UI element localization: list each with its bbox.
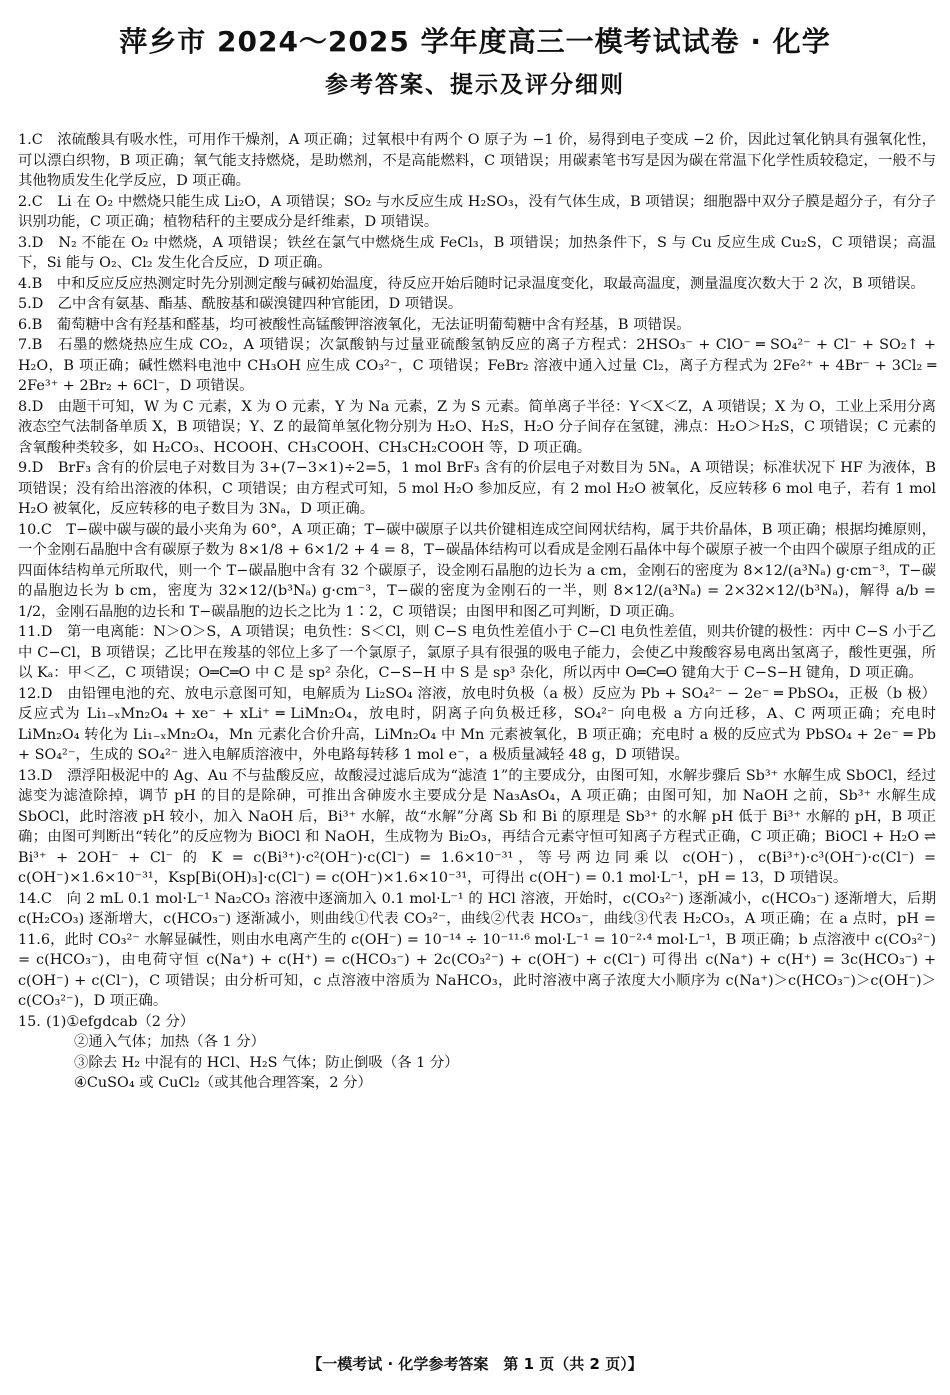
answer-item-9: 9.D BrF₃ 含有的价层电子对数目为 3+(7−3×1)÷2=5，1 mol BrF₃ 含有的价层电子对数目为 5Nₐ，A 项错误；标准状况下 HF 为液体，B 项错误；没有给出溶液的体积，C 项错误；由方程式可知，5 mol H₂O 参加反应，有 2 mol H₂O 被氧化，反应转移 6 mol 电子，若有 1 mol H₂O 被氧化，反应转移的电子数目为 3Nₐ，D 项正确。 <box>18 460 936 517</box>
answer-item-4: 4.B 中和反应反应热测定时先分别测定酸与碱初始温度，待反应开始后随时记录温度变化，取最高温度，测量温度次数大于 2 次，B 项错误。 <box>18 275 925 292</box>
answer-item-1: 1.C 浓硫酸具有吸水性，可用作干燥剂，A 项正确；过氧根中有两个 O 原子为 −1 价，易得到电子变成 −2 价，因此过氧化钠具有强氧化性，可以漂白织物，B 项正确；氧气能支持燃烧，是助燃剂，不是高能燃料，C 项错误；用碳素笔书写是因为碳在常温下化学性质较稳定，一般不与其他物质发生化学反应，D 项正确。 <box>18 132 936 189</box>
answer-item-6: 6.B 葡萄糖中含有羟基和醛基，均可被酸性高锰酸钾溶液氧化，无法证明葡萄糖中含有羟基，B 项错误。 <box>18 316 691 333</box>
page-subtitle: 参考答案、提示及评分细则 <box>325 72 625 98</box>
answer-list <box>18 130 936 1094</box>
answer-item-14: 14.C 向 2 mL 0.1 mol·L⁻¹ Na₂CO₃ 溶液中逐滴加入 0.1 mol·L⁻¹ 的 HCl 溶液，开始时，c(CO₃²⁻) 逐渐减小，c(HCO₃⁻) 逐渐增大，后期 c(H₂CO₃) 逐渐增大，c(HCO₃⁻) 逐渐减小，则曲线①代表 CO₃²⁻，曲线②代表 HCO₃⁻，曲线③代表 H₂CO₃，A 项正确；在 a 点时，pH = 11.6，此时 CO₃²⁻ 水解显碱性，则由水电离产生的 c(OH⁻) = 10⁻¹⁴ ÷ 10⁻¹¹·⁶ mol·L⁻¹ = 10⁻²·⁴ mol·L⁻¹，B 项正确；b 点溶液中 c(CO₃²⁻) = c(HCO₃⁻)，由电荷守恒 c(Na⁺) + c(H⁺) = c(HCO₃⁻) + 2c(CO₃²⁻) + c(OH⁻) + c(Cl⁻) 可得出 c(Na⁺) + c(H⁺) = 3c(HCO₃⁻) + c(OH⁻) + c(Cl⁻)，C 项错误；由分析可知，c 点溶液中溶质为 NaHCO₃，此时溶液中离子浓度大小顺序为 c(Na⁺)＞c(HCO₃⁻)＞c(OH⁻)＞c(CO₃²⁻)，D 项正确。 <box>18 890 936 1009</box>
page-title: 萍乡市 2024～2025 学年度高三一模考试试卷 · 化学 <box>119 25 831 58</box>
answer-item-15-part-3: ③除去 H₂ 中混有的 HCl、H₂S 气体；防止倒吸（各 1 分） <box>74 1054 459 1071</box>
answer-item-15-label: 15. <box>18 1013 41 1030</box>
answer-item-2: 2.C Li 在 O₂ 中燃烧只能生成 Li₂O，A 项错误；SO₂ 与水反应生成 H₂SO₃，没有气体生成，B 项错误；细胞器中双分子膜是超分子，有分子识别功能，C 项正确；植物秸秆的主要成分是纤维素，D 项错误。 <box>18 193 936 230</box>
answer-item-11: 11.D 第一电离能：N＞O＞S，A 项错误；电负性：S＜Cl，则 C−S 电负性差值小于 C−Cl 电负性差值，则共价键的极性：丙中 C−S 小于乙中 C−Cl，B 项错误；乙比甲在羧基的邻位上多了一个氯原子，氯原子具有很强的吸电子能力，会使乙中羧酸容易电离出氢离子，酸性更强，所以 Kₐ：甲＜乙，C 项错误；O═C═O 中 C 是 sp² 杂化，C−S−H 中 S 是 sp³ 杂化，所以丙中 O═C═O 键角大于 C−S−H 键角，D 项正确。 <box>18 624 936 681</box>
answer-item-10: 10.C T−碳中碳与碳的最小夹角为 60°，A 项正确；T−碳中碳原子以共价键相连成空间网状结构，属于共价晶体，B 项正确；根据均摊原则，一个金刚石晶胞中含有碳原子数为 8×1/8 + 6×1/2 + 4 = 8，T−碳晶体结构可以看成是金刚石晶体中每个碳原子被一个由四个碳原子组成的正四面体结构单元所取代，则一个 T−碳晶胞中含有 32 个碳原子，设金刚石晶胞的边长为 a cm，金刚石的密度为 8×12/(a³Nₐ) g·cm⁻³，T−碳的晶胞边长为 b cm，密度为 32×12/(b³Nₐ) g·cm⁻³，T−碳的密度为金刚石的一半，则 8×12/(a³Nₐ) = 2×32×12/(b³Nₐ)，解得 a/b = 1/2，金刚石晶胞的边长和 T−碳晶胞的边长之比为 1∶2，C 项错误；由图甲和图乙可判断，D 项正确。 <box>18 521 936 620</box>
answer-item-15-part-1: (1)①efgdcab（2 分） <box>46 1013 195 1030</box>
answer-item-5: 5.D 乙中含有氨基、酯基、酰胺基和碳溴键四种官能团，D 项错误。 <box>18 296 463 312</box>
answer-item-15-part-2: ②通入气体；加热（各 1 分） <box>74 1034 265 1050</box>
page-footer: 【一模考试 · 化学参考答案 第 1 页（共 2 页）】 <box>307 1355 643 1373</box>
answer-item-8: 8.D 由题干可知，W 为 C 元素，X 为 O 元素，Y 为 Na 元素，Z 为 S 元素。简单离子半径：Y＜X＜Z，A 项错误；X 为 O，工业上采用分离液态空气法制备单质 X，B 项错误；Y、Z 的最简单氢化物分别为 H₂O、H₂S，H₂O 分子间存在氢键，沸点：H₂O＞H₂S，C 项错误；C 元素的含氧酸种类较多，如 H₂CO₃、HCOOH、CH₃COOH、CH₃CH₂COOH 等，D 项正确。 <box>18 398 936 456</box>
answer-item-7: 7.B 石墨的燃烧热应生成 CO₂，A 项错误；次氯酸钠与过量亚硫酸氢钠反应的离子方程式：2HSO₃⁻ + ClO⁻ ═ SO₄²⁻ + Cl⁻ + SO₂↑ + H₂O，B 项正确；碱性燃料电池中 CH₃OH 应生成 CO₃²⁻，C 项错误；FeBr₂ 溶液中通入过量 Cl₂，离子方程式为 2Fe²⁺ + 4Br⁻ + 3Cl₂ ═ 2Fe³⁺ + 2Br₂ + 6Cl⁻，D 项错误。 <box>18 337 936 394</box>
answer-item-12: 12.D 由铅锂电池的充、放电示意图可知，电解质为 Li₂SO₄ 溶液，放电时负极（a 极）反应为 Pb + SO₄²⁻ − 2e⁻ ═ PbSO₄，正极（b 极）反应式为 Li₁₋ₓMn₂O₄ + xe⁻ + xLi⁺ ═ LiMn₂O₄，放电时，阴离子向负极迁移，SO₄²⁻ 向电极 a 方向迁移，A、C 两项正确；充电时 LiMn₂O₄ 转化为 Li₁₋ₓMn₂O₄，Mn 元素化合价升高，LiMn₂O₄ 中 Mn 元素被氧化，B 项正确；充电时 a 极的反应式为 PbSO₄ + 2e⁻ ═ Pb + SO₄²⁻，生成的 SO₄²⁻ 进入电解质溶液中，外电路每转移 1 mol e⁻，a 极质量减轻 48 g，D 项错误。 <box>18 685 936 763</box>
answer-item-15-part-4: ④CuSO₄ 或 CuCl₂（或其他合理答案，2 分） <box>74 1075 372 1091</box>
answer-item-13: 13.D 漂浮阳极泥中的 Ag、Au 不与盐酸反应，故酸浸过滤后成为“滤渣 1”的主要成分，由图可知，水解步骤后 Sb³⁺ 水解生成 SbOCl，经过滤变为滤渣除掉，调节 pH 的目的是除砷，可推出含砷废水主要成分是 Na₃AsO₄，A 项正确；由图可知，加 NaOH 之前，Sb³⁺ 水解生成 SbOCl，此时溶液 pH 较小，加入 NaOH 后，Bi³⁺ 水解，故“水解”分离 Sb 和 Bi 的原理是 Sb³⁺ 的水解 pH 低于 Bi³⁺ 水解的 pH，B 项正确；由图可判断出“转化”的反应物为 BiOCl 和 NaOH，生成物为 Bi₂O₃，再结合元素守恒可知离子方程式正确，C 项正确；BiOCl + H₂O ⇌ Bi³⁺ + 2OH⁻ + Cl⁻ 的 K = c(Bi³⁺)·c²(OH⁻)·c(Cl⁻) = 1.6×10⁻³¹，等号两边同乘以 c(OH⁻)，c(Bi³⁺)·c³(OH⁻)·c(Cl⁻) = c(OH⁻)×1.6×10⁻³¹，Ksp[Bi(OH)₃]·c(Cl⁻) = c(OH⁻)×1.6×10⁻³¹，可得出 c(OH⁻) = 0.1 mol·L⁻¹，pH = 13，D 项错误。 <box>18 767 936 886</box>
answer-item-3: 3.D N₂ 不能在 O₂ 中燃烧，A 项错误；铁丝在氯气中燃烧生成 FeCl₃，B 项错误；加热条件下，S 与 Cu 反应生成 Cu₂S，C 项错误；高温下，Si 能与 O₂、Cl₂ 发生化合反应，D 项正确。 <box>18 234 936 271</box>
